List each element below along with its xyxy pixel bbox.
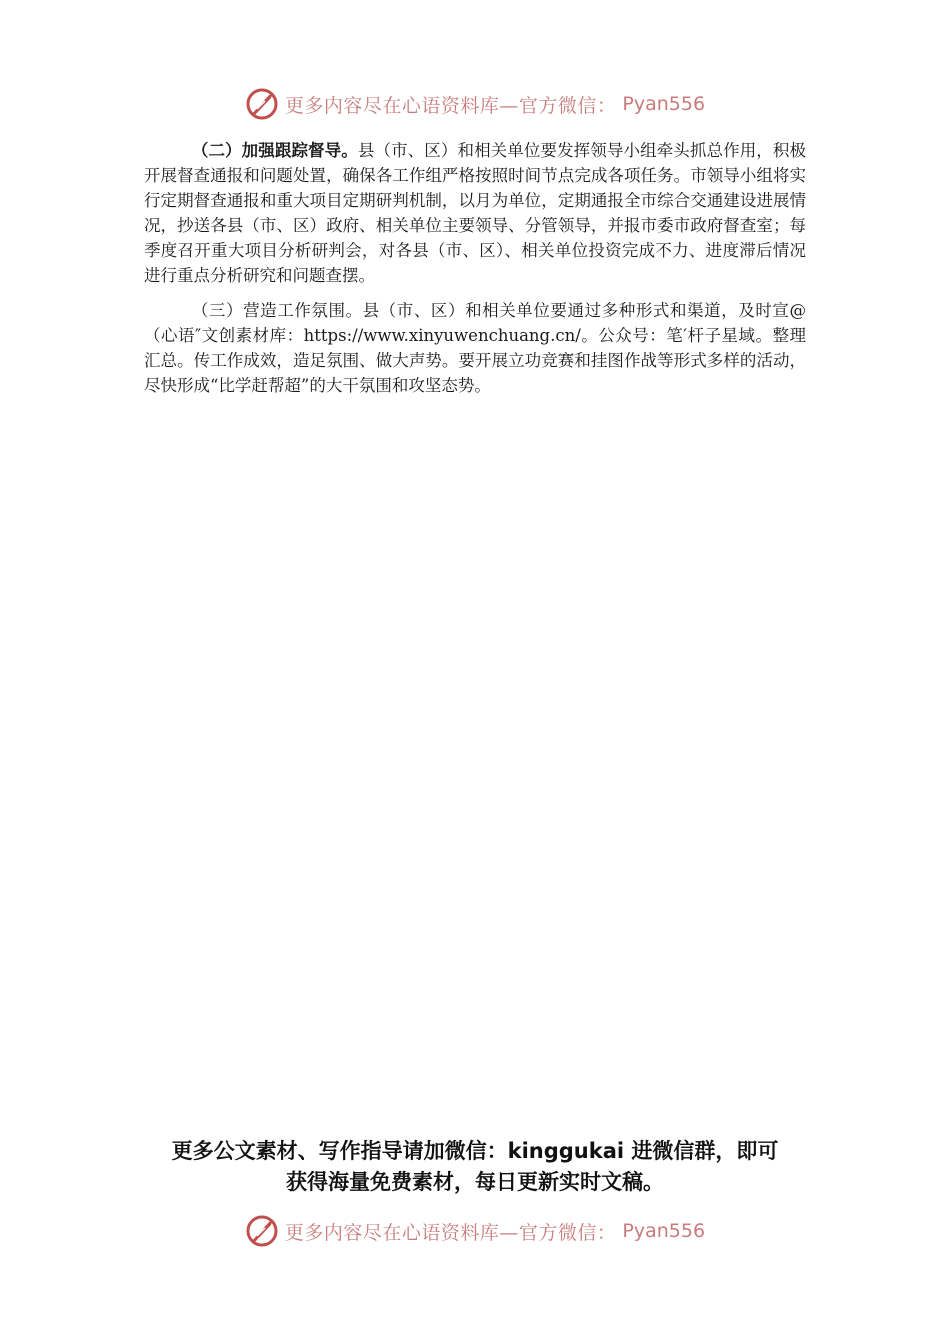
footer-banner: [0, 1211, 950, 1251]
paragraph-heading: （三）营造工作氛围。: [191, 301, 363, 320]
paragraph-supervision: [144, 138, 806, 288]
banner-wechat-id: Pyan556: [622, 1220, 706, 1242]
banner-wechat-id: Pyan556: [622, 93, 706, 115]
quill-pen-logo-icon: [245, 87, 279, 121]
quill-pen-logo-icon: [245, 1214, 279, 1248]
promo-line-2: 获得海量免费素材，每日更新实时文稿。: [286, 1170, 664, 1194]
document-body: [144, 138, 806, 408]
paragraph-atmosphere: [144, 298, 806, 398]
paragraph-text: 县（市、区）和相关单位要发挥领导小组牵头抓总作用，积极开展督查通报和问题处置，确保各工作组严格按照时间节点完成各项任务。市领导小组将实行定期督查通报和重大项目定期研判机制，以月为单位，定期通报全市综合交通建设进展情况，抄送各县（市、区）政府、相关单位主要领导、分管领导，并报市委市政府督查室；每季度召开重大项目分析研判会，对各县（市、区）、相关单位投资完成不力、进度滞后情况进行重点分析研究和问题查摆。: [144, 141, 806, 285]
promo-notice: [0, 1136, 950, 1198]
banner-brand-text: 更多内容尽在心语资料库—官方微信：: [284, 94, 617, 117]
paragraph-heading: （二）加强跟踪督导。: [191, 141, 358, 160]
paragraph-text: 县（市、区）和相关单位要通过多种形式和渠道，及时宣@（心语″文创素材库：https://www.xinyuwenchuang.cn/。公众号：笔′杆子星域。整理汇总。传工作成效，造足氛围、做大声势。要开展立功竞赛和挂图作战等形式多样的活动，尽快形成“比学赶帮超”的大干氛围和攻坚态势。: [144, 301, 807, 395]
header-banner: [0, 84, 950, 124]
banner-brand-text: 更多内容尽在心语资料库—官方微信：: [284, 1221, 617, 1244]
promo-line-1: 更多公文素材、写作指导请加微信：kinggukai 进微信群，即可: [171, 1139, 779, 1163]
